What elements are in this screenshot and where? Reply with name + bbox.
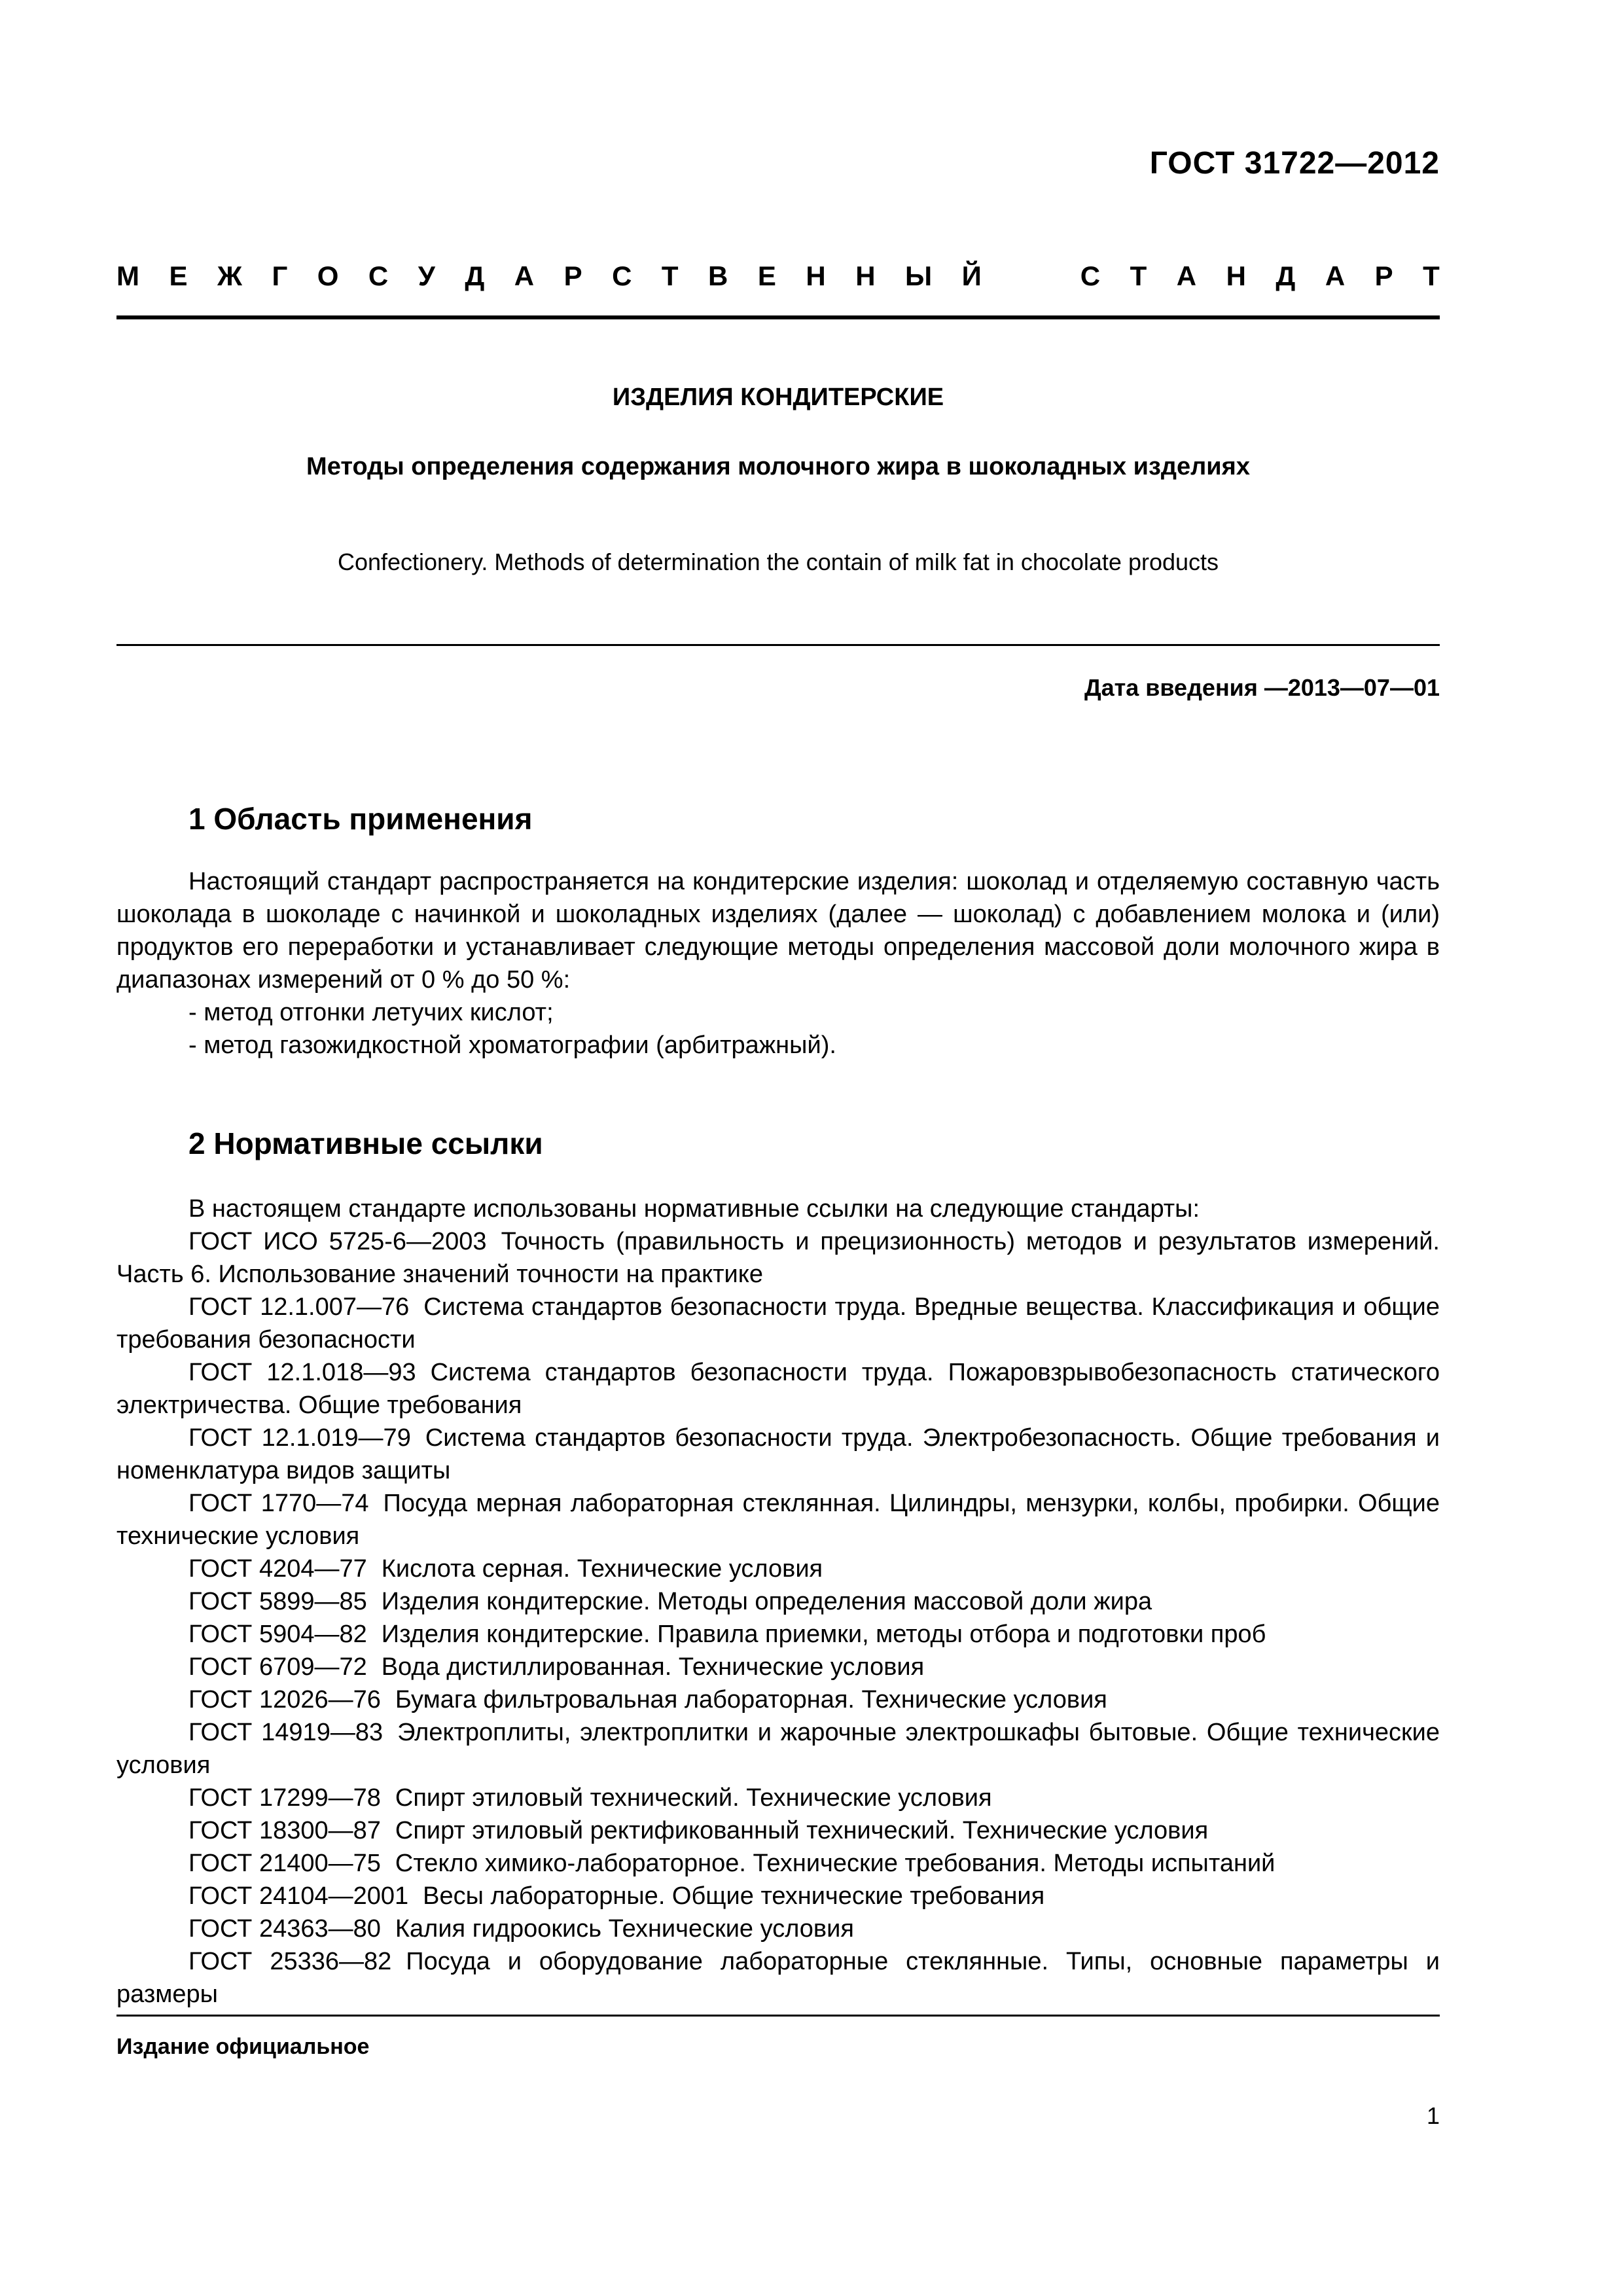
reference-title: Электроплиты, электроплитки и жарочные электрошкафы бытовые. Общие технические условия xyxy=(116,1719,1440,1779)
footer-rule xyxy=(116,2015,1440,2017)
reference-title: Стекло химико-лабораторное. Технические требования. Методы испытаний xyxy=(395,1850,1275,1877)
document-subtitle: Методы определения содержания молочного жира в шоколадных изделиях xyxy=(306,453,1250,480)
banner-letter: Й xyxy=(961,260,982,291)
reference-item xyxy=(116,1356,1440,1422)
document-id: ГОСТ 31722—2012 xyxy=(1149,146,1440,181)
reference-title: Спирт этиловый ректификованный технический. Технические условия xyxy=(395,1817,1209,1844)
banner-letter: О xyxy=(317,260,339,291)
reference-code: ГОСТ 12.1.018—93 xyxy=(188,1359,416,1386)
reference-code: ГОСТ 18300—87 xyxy=(188,1817,381,1844)
reference-item xyxy=(116,1422,1440,1487)
reference-code: ГОСТ 25336—82 xyxy=(188,1948,392,1975)
document-title-english: Confectionery. Methods of determination the contain of milk fat in chocolate products xyxy=(337,548,1219,575)
reference-title: Калия гидроокись Технические условия xyxy=(395,1915,854,1943)
reference-title: Система стандартов безопасности труда. Вредные вещества. Классификация и общие требования безопасности xyxy=(116,1293,1440,1354)
reference-item xyxy=(116,1814,1440,1847)
banner-letter: С xyxy=(1080,260,1101,291)
reference-title: Точность (правильность и прецизионность) методов и результатов измерений. Часть 6. Использование значений точности на практике xyxy=(116,1228,1440,1288)
reference-item xyxy=(116,1912,1440,1945)
banner-letter: Ы xyxy=(905,260,933,291)
references-intro: В настоящем стандарте использованы нормативные ссылки на следующие стандарты: xyxy=(188,1195,1200,1223)
reference-title: Система стандартов безопасности труда. Электробезопасность. Общие требования и номенклатура видов защиты xyxy=(116,1424,1440,1484)
reference-item xyxy=(116,1291,1440,1356)
reference-item xyxy=(116,1945,1440,2011)
reference-item xyxy=(116,1618,1440,1651)
section-2-body xyxy=(116,1193,1440,2011)
reference-code: ГОСТ 6709—72 xyxy=(188,1653,367,1681)
reference-item xyxy=(116,1487,1440,1552)
banner-letter: Ж xyxy=(217,260,242,291)
title-rule xyxy=(116,644,1440,646)
banner-letter: В xyxy=(708,260,728,291)
header-rule xyxy=(116,315,1440,319)
banner-letter: Е xyxy=(169,260,188,291)
reference-title: Посуда мерная лабораторная стеклянная. Цилиндры, мензурки, колбы, пробирки. Общие технические условия xyxy=(116,1490,1440,1550)
reference-code: ГОСТ ИСО 5725-6—2003 xyxy=(188,1228,487,1255)
reference-title: Посуда и оборудование лабораторные стеклянные. Типы, основные параметры и размеры xyxy=(116,1948,1440,2008)
banner-letter: Т xyxy=(1423,260,1440,291)
reference-title: Спирт этиловый технический. Технические условия xyxy=(395,1784,992,1812)
page-number: 1 xyxy=(1426,2102,1440,2129)
banner-letter: Р xyxy=(563,260,582,291)
reference-title: Изделия кондитерские. Методы определения массовой доли жира xyxy=(381,1588,1152,1615)
reference-code: ГОСТ 5904—82 xyxy=(188,1621,367,1648)
reference-code: ГОСТ 12026—76 xyxy=(188,1686,381,1713)
reference-title: Бумага фильтровальная лабораторная. Технические условия xyxy=(395,1686,1107,1713)
reference-code: ГОСТ 12.1.019—79 xyxy=(188,1424,411,1452)
banner-letter: Т xyxy=(661,260,679,291)
reference-title: Вода дистиллированная. Технические условия xyxy=(381,1653,925,1681)
reference-code: ГОСТ 5899—85 xyxy=(188,1588,367,1615)
reference-title: Изделия кондитерские. Правила приемки, методы отбора и подготовки проб xyxy=(381,1621,1266,1648)
introduction-date: Дата введения —2013—07—01 xyxy=(1084,674,1440,701)
method-item: - метод отгонки летучих кислот; xyxy=(188,999,554,1026)
reference-item xyxy=(116,1585,1440,1618)
banner-letter: Н xyxy=(855,260,876,291)
banner-letter: А xyxy=(514,260,535,291)
reference-list xyxy=(116,1225,1440,2011)
reference-title: Система стандартов безопасности труда. Пожаровзрывобезопасность статического электричества. Общие требования xyxy=(116,1359,1440,1419)
reference-code: ГОСТ 24363—80 xyxy=(188,1915,381,1943)
reference-item xyxy=(116,1552,1440,1585)
standard-banner xyxy=(116,260,1440,292)
reference-code: ГОСТ 21400—75 xyxy=(188,1850,381,1877)
banner-letter: Н xyxy=(1226,260,1246,291)
banner-letter: Т xyxy=(1130,260,1147,291)
reference-item xyxy=(116,1716,1440,1782)
banner-letter: А xyxy=(1176,260,1197,291)
banner-letter: М xyxy=(116,260,139,291)
reference-item xyxy=(116,1782,1440,1814)
banner-letter: Г xyxy=(272,260,288,291)
banner-letter: Д xyxy=(465,260,485,291)
banner-letter: А xyxy=(1325,260,1346,291)
document-title: ИЗДЕЛИЯ КОНДИТЕРСКИЕ xyxy=(612,384,944,411)
reference-code: ГОСТ 4204—77 xyxy=(188,1555,367,1583)
reference-code: ГОСТ 24104—2001 xyxy=(188,1882,409,1910)
reference-item xyxy=(116,1225,1440,1291)
method-item: - метод газожидкостной хроматографии (арбитражный). xyxy=(188,1031,836,1059)
banner-letter: Р xyxy=(1374,260,1393,291)
banner-letter: Д xyxy=(1275,260,1296,291)
reference-code: ГОСТ 12.1.007—76 xyxy=(188,1293,410,1321)
banner-letter: Н xyxy=(806,260,826,291)
section-1-body xyxy=(116,865,1440,1062)
reference-code: ГОСТ 14919—83 xyxy=(188,1719,383,1746)
reference-code: ГОСТ 1770—74 xyxy=(188,1490,369,1517)
banner-letter: У xyxy=(418,260,435,291)
banner-letter: Е xyxy=(757,260,776,291)
reference-item xyxy=(116,1683,1440,1716)
banner-letter: С xyxy=(612,260,632,291)
reference-item xyxy=(116,1847,1440,1880)
scope-paragraph: Настоящий стандарт распространяется на кондитерские изделия: шоколад и отделяемую составную часть шоколада в шоколаде с начинкой и шоколадных изделиях (далее — шоколад) с добавлением молока и (или) продуктов его переработки и устанавливает следующие методы определения массовой доли молочного жира в диапазонах измерений от 0 % до 50 %: xyxy=(116,868,1440,994)
reference-title: Весы лабораторные. Общие технические требования xyxy=(423,1882,1045,1910)
reference-item xyxy=(116,1880,1440,1912)
reference-code: ГОСТ 17299—78 xyxy=(188,1784,381,1812)
section-1-heading: 1 Область применения xyxy=(188,802,533,836)
reference-item xyxy=(116,1651,1440,1683)
official-edition-label: Издание официальное xyxy=(116,2034,370,2059)
banner-letter: С xyxy=(368,260,389,291)
section-2-heading: 2 Нормативные ссылки xyxy=(188,1126,543,1160)
reference-title: Кислота серная. Технические условия xyxy=(381,1555,823,1583)
